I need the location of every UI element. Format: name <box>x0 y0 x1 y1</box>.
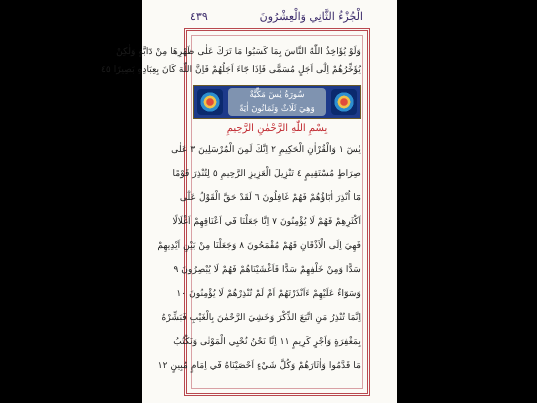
verse-line: وَلَوْ يُؤَاخِذُ اللّٰهُ النَّاسَ بِمَا كَسَبُوا مَا تَرَكَ عَلٰى ظَهْرِهَا مِنْ دَٓابَّةٍ وَلٰكِنْ <box>116 46 361 57</box>
verse-line: فَهِيَ اِلَى الْاَذْقَانِ فَهُمْ مُقْمَحُونَ ٨ وَجَعَلْنَا مِنْ بَيْنِ اَيْدِيهِمْ <box>157 240 361 251</box>
surah-name: سُورَةُ يٰسٓ مَكِّيَّةٌ <box>249 90 305 100</box>
verse-line: اَكْثَرِهِمْ فَهُمْ لَا يُؤْمِنُونَ ٧ اِنَّا جَعَلْنَا فٓي اَعْنَاقِهِمْ اَغْلَالًا <box>172 216 361 227</box>
verse-line: مَٓا اُنْذِرَ اٰبَٓاؤُهُمْ فَهُمْ غَافِلُونَ ٦ لَقَدْ حَقَّ الْقَوْلُ عَلٰٓى <box>179 192 361 203</box>
verse-line: صِرَاطٍ مُسْتَقِيمٍ ٤ تَنْزِيلَ الْعَزِيزِ الرَّحِيمِ ٥ لِتُنْذِرَ قَوْمًا <box>172 168 361 179</box>
verse-line: سَدًّا وَمِنْ خَلْفِهِمْ سَدًّا فَاَغْشَيْنَاهُمْ فَهُمْ لَا يُبْصِرُونَ ٩ <box>173 264 361 275</box>
page-number: ٤٣٩ <box>190 10 208 23</box>
ornament-icon <box>197 89 223 115</box>
ornament-icon <box>331 89 357 115</box>
juz-title: الْجُزْءُ الثَّانِي وَالْعِشْرُونَ <box>259 10 363 23</box>
verse-line: وَسَوَٓاءٌ عَلَيْهِمْ ءَاَنْذَرْتَهُمْ اَمْ لَمْ تُنْذِرْهُمْ لَا يُؤْمِنُونَ ١٠ <box>176 288 361 299</box>
surah-plate <box>228 88 326 116</box>
verse-line: يُؤَخِّرُهُمْ اِلٰٓى اَجَلٍ مُسَمًّى فَاِذَا جَٓاءَ اَجَلُهُمْ فَاِنَّ اللّٰهَ كَانَ بِعِبَادِهِ بَصِيرًا ٤٥ <box>100 64 361 75</box>
verse-line: يٰسٓ ١ وَالْقُرْاٰنِ الْحَكِيمِ ٢ اِنَّكَ لَمِنَ الْمُرْسَلِينَ ٣ عَلٰى <box>171 144 361 155</box>
mushaf-page <box>100 0 397 403</box>
text-frame <box>100 28 370 396</box>
surah-details: وَهِيَ ثَلَاثٌ وَثَمَانُونَ اٰيَةً <box>239 104 315 114</box>
verse-line: مَا قَدَّمُوا وَاٰثَارَهُمْ وَكُلَّ شَيْءٍ اَحْصَيْنَاهُ فٓي اِمَامٍ مُبِينٍ ١٢ <box>157 360 361 371</box>
page-header <box>142 4 397 28</box>
surah-banner <box>193 85 361 119</box>
basmala: بِسْمِ اللّٰهِ الرَّحْمٰنِ الرَّحِيمِ <box>226 123 328 134</box>
verse-line: اِنَّمَا تُنْذِرُ مَنِ اتَّبَعَ الذِّكْرَ وَخَشِيَ الرَّحْمٰنَ بِالْغَيْبِ فَبَشِّرْهُ <box>161 312 361 323</box>
verse-line: بِمَغْفِرَةٍ وَاَجْرٍ كَرِيمٍ ١١ اِنَّا نَحْنُ نُحْيِي الْمَوْتٰى وَنَكْتُبُ <box>173 336 361 347</box>
